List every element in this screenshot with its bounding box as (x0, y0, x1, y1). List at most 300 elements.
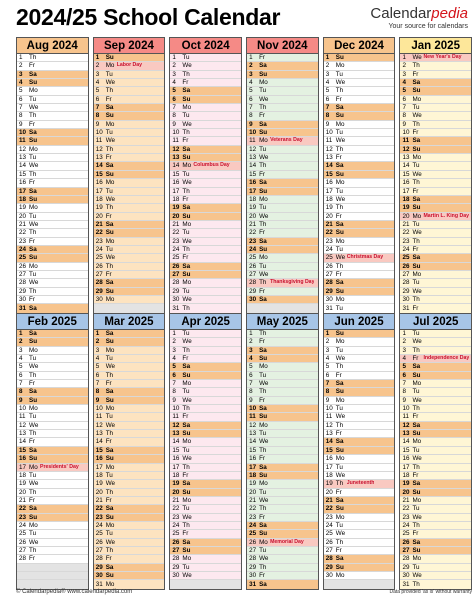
holiday-label: Presidents' Day (40, 463, 79, 470)
weekday-abbrev: Sa (412, 254, 421, 262)
weekday-abbrev: We (412, 112, 422, 120)
weekday-abbrev: Su (29, 396, 38, 404)
day-cell (324, 572, 395, 580)
weekday-abbrev: We (335, 195, 346, 203)
day-cell (17, 196, 88, 204)
day-number: 23 (172, 513, 180, 521)
day-number: 15 (19, 170, 27, 178)
day-number: 10 (19, 129, 27, 137)
weekday-abbrev: Sa (335, 496, 344, 504)
day-cell (324, 447, 395, 455)
day-cell (400, 413, 471, 421)
weekday-abbrev: We (29, 104, 39, 112)
weekday-abbrev: Mo (259, 254, 268, 262)
day-number: 21 (172, 220, 180, 228)
day-number: 27 (402, 546, 410, 554)
weekday-abbrev: Mo (335, 237, 345, 245)
day-number: 12 (249, 421, 257, 429)
day-cell (400, 229, 471, 237)
weekday-abbrev: Tu (412, 330, 420, 337)
day-cell (94, 505, 165, 513)
weekday-abbrev: Mo (105, 346, 115, 354)
day-number: 12 (402, 421, 410, 429)
day-number: 10 (249, 405, 257, 413)
day-number: 19 (325, 204, 333, 212)
day-cell (400, 154, 471, 162)
day-number: 29 (95, 287, 103, 295)
day-cell (170, 405, 241, 413)
day-number: 11 (249, 413, 256, 421)
day-cell (17, 397, 88, 405)
weekday-abbrev: Fr (182, 413, 189, 421)
day-cell (17, 221, 88, 229)
weekday-abbrev: We (29, 363, 39, 371)
day-number: 8 (95, 388, 100, 396)
day-number: 14 (19, 438, 27, 446)
day-cell (17, 296, 88, 304)
day-cell (400, 564, 471, 572)
weekday-abbrev: Fr (182, 530, 189, 538)
day-cell (247, 79, 318, 87)
weekday-abbrev: Su (182, 430, 191, 438)
day-cell (324, 96, 395, 104)
day-cell (400, 355, 471, 363)
weekday-abbrev: Mo (412, 555, 422, 563)
weekday-abbrev: Th (335, 87, 344, 95)
day-cell (17, 204, 88, 212)
day-number: 24 (402, 245, 410, 253)
day-number: 18 (402, 195, 410, 203)
day-cell (170, 355, 241, 363)
weekday-abbrev: Fr (29, 496, 35, 504)
day-number: 2 (172, 338, 176, 346)
day-number: 25 (249, 530, 257, 538)
day-cell (247, 154, 318, 162)
weekday-abbrev: Tu (259, 430, 267, 438)
day-cell (400, 489, 471, 497)
day-number: 23 (19, 237, 27, 245)
weekday-abbrev: We (335, 530, 346, 538)
day-cell (17, 104, 88, 112)
holiday-label: New Year's Day (423, 54, 462, 60)
day-number: 8 (172, 112, 176, 120)
day-number: 17 (19, 463, 27, 471)
month-column (399, 313, 472, 590)
weekday-abbrev: Su (335, 505, 344, 513)
weekday-abbrev: Fr (412, 355, 419, 363)
weekday-abbrev: Su (412, 430, 421, 438)
weekday-abbrev: Fr (412, 129, 419, 137)
day-cell (247, 112, 318, 120)
weekday-abbrev: Su (105, 54, 114, 61)
day-cell (400, 129, 471, 137)
weekday-abbrev: Su (335, 170, 344, 178)
weekday-abbrev: We (259, 555, 269, 563)
month-column (16, 37, 89, 314)
day-number: 2 (95, 338, 100, 346)
day-number: 10 (325, 405, 333, 413)
day-cell (247, 104, 318, 112)
day-number: 30 (95, 571, 103, 579)
day-number: 14 (95, 438, 103, 446)
day-number: 1 (172, 54, 176, 61)
weekday-abbrev: Th (29, 170, 37, 178)
page-header (0, 0, 474, 36)
weekday-abbrev: Fr (105, 380, 112, 388)
day-cell (247, 121, 318, 129)
day-cell (324, 564, 395, 572)
day-number: 13 (402, 154, 410, 162)
month-column (246, 37, 319, 314)
day-cell (324, 472, 395, 480)
day-cell (94, 464, 165, 472)
weekday-abbrev: Sa (412, 480, 421, 488)
weekday-abbrev: Tu (259, 145, 267, 153)
day-cell (400, 497, 471, 505)
weekday-abbrev: Sa (335, 555, 344, 563)
day-number: 2 (19, 62, 23, 70)
weekday-abbrev: Mo (29, 405, 38, 413)
day-cell (17, 530, 88, 538)
weekday-abbrev: Fr (29, 438, 35, 446)
day-number: 26 (172, 262, 180, 270)
day-cell (400, 79, 471, 87)
day-cell (170, 229, 241, 237)
day-number: 23 (249, 513, 257, 521)
day-number: 20 (325, 488, 333, 496)
day-number: 5 (19, 363, 23, 371)
day-cell (170, 238, 241, 246)
day-number: 1 (95, 54, 100, 61)
weekday-abbrev: Th (259, 330, 267, 337)
weekday-abbrev: Tu (182, 54, 190, 61)
holiday-label: Christmas Day (346, 254, 384, 261)
day-cell (400, 87, 471, 95)
weekday-abbrev: We (182, 338, 192, 346)
day-cell (247, 271, 318, 279)
day-number: 3 (249, 70, 253, 78)
day-number: 11 (402, 413, 409, 421)
day-number: 16 (402, 455, 410, 463)
weekday-abbrev: Sa (335, 104, 344, 112)
day-number: 14 (249, 162, 257, 170)
day-cell (400, 405, 471, 413)
weekday-abbrev: We (29, 220, 39, 228)
day-number: 12 (325, 145, 333, 153)
day-cell (247, 555, 318, 563)
day-cell (400, 188, 471, 196)
day-number: 16 (95, 179, 103, 187)
day-cell (247, 580, 318, 588)
day-cell (400, 196, 471, 204)
weekday-abbrev: Fr (29, 380, 35, 388)
day-cell (170, 279, 241, 287)
weekday-abbrev: Mo (182, 279, 192, 287)
day-number: 29 (19, 287, 27, 295)
day-cell (247, 279, 318, 287)
day-number: 12 (95, 145, 103, 153)
day-number: 14 (249, 438, 257, 446)
day-number: 4 (19, 355, 23, 363)
day-number: 3 (325, 70, 330, 78)
day-cell (94, 121, 165, 129)
day-number: 15 (19, 446, 27, 454)
day-cell (94, 288, 165, 296)
day-cell (170, 263, 241, 271)
day-number: 30 (172, 295, 180, 303)
weekday-abbrev: Fr (259, 338, 266, 346)
weekday-abbrev: Su (335, 563, 344, 571)
day-cell (247, 547, 318, 555)
day-number: 1 (19, 54, 23, 61)
day-number: 11 (19, 137, 26, 145)
weekday-abbrev: Su (105, 287, 114, 295)
weekday-abbrev: We (182, 455, 192, 463)
weekday-abbrev: Mo (105, 521, 115, 529)
weekday-abbrev: Sa (335, 380, 344, 388)
day-cell (170, 480, 241, 488)
day-number: 27 (172, 546, 180, 554)
weekday-abbrev: Tu (335, 245, 343, 253)
day-cell (247, 522, 318, 530)
weekday-abbrev: We (412, 571, 422, 579)
day-number: 31 (402, 304, 410, 312)
day-cell (247, 438, 318, 446)
day-number: 26 (402, 538, 410, 546)
day-cell (17, 464, 88, 472)
weekday-abbrev: Sa (29, 187, 37, 195)
day-cell (324, 555, 395, 563)
day-number: 3 (402, 70, 406, 78)
day-number: 21 (325, 496, 333, 504)
day-number: 16 (402, 179, 410, 187)
day-number: 6 (95, 371, 100, 379)
weekday-abbrev: Th (259, 279, 267, 287)
day-cell (324, 388, 395, 396)
day-number: 10 (19, 405, 27, 413)
day-cell (247, 480, 318, 488)
weekday-abbrev: Tu (259, 87, 267, 95)
day-cell (247, 288, 318, 296)
day-cell (247, 246, 318, 254)
day-cell (324, 338, 395, 346)
day-number: 29 (402, 563, 410, 571)
day-cell (400, 422, 471, 430)
weekday-abbrev: Fr (29, 555, 35, 563)
day-cell (324, 288, 395, 296)
day-number: 10 (172, 405, 180, 413)
holiday-label: Labor Day (116, 62, 143, 69)
weekday-abbrev: Sa (412, 195, 421, 203)
weekday-abbrev: Sa (29, 330, 37, 337)
weekday-abbrev: We (182, 120, 192, 128)
day-cell (247, 196, 318, 204)
day-cell (94, 372, 165, 380)
day-cell (170, 530, 241, 538)
day-number: 1 (402, 330, 406, 337)
weekday-abbrev: Mo (412, 380, 422, 388)
day-cell (17, 388, 88, 396)
day-number: 3 (249, 346, 253, 354)
day-number: 29 (249, 563, 257, 571)
day-number: 5 (19, 87, 23, 95)
weekday-abbrev: Su (105, 112, 114, 120)
day-cell (170, 539, 241, 547)
day-number: 25 (95, 254, 103, 262)
day-number: 15 (249, 446, 257, 454)
day-cell (170, 54, 241, 62)
day-cell (247, 71, 318, 79)
day-cell (170, 522, 241, 530)
day-cell (324, 229, 395, 237)
day-number: 30 (19, 295, 27, 303)
weekday-abbrev: Su (105, 571, 114, 579)
day-number: 10 (402, 129, 410, 137)
day-number: 16 (325, 455, 333, 463)
day-number: 7 (95, 104, 100, 112)
weekday-abbrev: We (412, 455, 422, 463)
day-number: 19 (402, 480, 410, 488)
day-number: 29 (172, 563, 180, 571)
weekday-abbrev: Tu (182, 229, 190, 237)
day-cell (94, 363, 165, 371)
weekday-abbrev: Fr (29, 62, 35, 70)
day-number: 5 (249, 87, 253, 95)
day-number: 6 (249, 371, 253, 379)
day-number: 18 (402, 471, 410, 479)
day-number: 22 (19, 229, 27, 237)
day-number: 8 (19, 112, 23, 120)
weekday-abbrev: Th (412, 237, 420, 245)
day-number: 16 (249, 179, 257, 187)
weekday-abbrev: We (259, 270, 269, 278)
day-cell (170, 547, 241, 555)
weekday-abbrev: Fr (335, 546, 342, 554)
month-header: Jul 2025 (399, 313, 472, 329)
day-number: 17 (172, 463, 180, 471)
weekday-abbrev: Fr (105, 438, 112, 446)
day-cell (324, 380, 395, 388)
day-cell (94, 347, 165, 355)
day-number: 12 (172, 421, 180, 429)
day-number: 14 (325, 438, 333, 446)
weekday-abbrev: Tu (29, 530, 37, 538)
day-number: 12 (249, 145, 257, 153)
day-cell (170, 121, 241, 129)
day-number: 17 (325, 187, 333, 195)
day-number: 5 (172, 363, 176, 371)
day-cell (17, 355, 88, 363)
month-column (323, 313, 396, 590)
holiday-label: Veterans Day (270, 137, 303, 144)
weekday-abbrev: Sa (105, 388, 114, 396)
day-number: 9 (95, 120, 100, 128)
weekday-abbrev: Tu (412, 563, 420, 571)
weekday-abbrev: Tu (259, 371, 267, 379)
day-number: 1 (325, 54, 330, 61)
month-header: Apr 2025 (169, 313, 242, 329)
day-cell (17, 121, 88, 129)
day-number: 16 (172, 179, 180, 187)
day-cell (400, 71, 471, 79)
day-cell (94, 380, 165, 388)
weekday-abbrev: Su (105, 170, 114, 178)
day-number: 30 (95, 295, 103, 303)
day-cell (400, 54, 471, 62)
weekday-abbrev: Mo (182, 162, 192, 170)
weekday-abbrev: Mo (259, 421, 268, 429)
day-number: 10 (172, 129, 180, 137)
day-cell (247, 263, 318, 271)
weekday-abbrev: Tu (29, 355, 37, 363)
day-cell (17, 372, 88, 380)
day-number: 7 (172, 104, 176, 112)
day-cell (17, 137, 88, 145)
day-cell (94, 530, 165, 538)
day-number: 25 (95, 530, 103, 538)
weekday-abbrev: Su (259, 70, 268, 78)
month-column (93, 313, 166, 590)
weekday-abbrev: Su (259, 187, 268, 195)
weekday-abbrev: Tu (105, 471, 113, 479)
weekday-abbrev: Mo (335, 179, 345, 187)
weekday-abbrev: Th (29, 430, 37, 438)
day-number: 30 (325, 571, 333, 579)
day-cell (400, 121, 471, 129)
day-cell (324, 430, 395, 438)
weekday-abbrev: Fr (259, 513, 266, 521)
day-number: 25 (172, 254, 180, 262)
day-cell (17, 547, 88, 555)
day-number: 28 (95, 279, 103, 287)
day-cell (17, 54, 88, 62)
day-cell (170, 472, 241, 480)
weekday-abbrev: Su (182, 546, 191, 554)
weekday-abbrev: Mo (335, 62, 345, 70)
weekday-abbrev: Th (335, 145, 344, 153)
weekday-abbrev: Su (29, 455, 38, 463)
weekday-abbrev: We (259, 438, 269, 446)
day-cell (94, 338, 165, 346)
weekday-abbrev: Su (412, 87, 421, 95)
weekday-abbrev: Th (335, 538, 344, 546)
day-cell (247, 162, 318, 170)
day-cell (17, 455, 88, 463)
weekday-abbrev: Sa (105, 104, 114, 112)
weekday-abbrev: We (29, 538, 39, 546)
month-column (323, 37, 396, 314)
weekday-abbrev: Sa (259, 179, 267, 187)
weekday-abbrev: Th (182, 129, 190, 137)
weekday-abbrev: Tu (335, 346, 343, 354)
day-cell (324, 514, 395, 522)
weekday-abbrev: We (335, 254, 346, 262)
day-cell (324, 455, 395, 463)
day-number: 17 (95, 463, 103, 471)
day-number: 26 (172, 538, 180, 546)
month-header: Sep 2024 (93, 37, 166, 53)
day-cell (324, 497, 395, 505)
day-number: 13 (172, 154, 180, 162)
day-number: 18 (19, 195, 27, 203)
weekday-abbrev: Su (259, 245, 268, 253)
day-number: 3 (172, 70, 176, 78)
day-number: 24 (19, 521, 27, 529)
day-number: 1 (402, 54, 406, 61)
day-number: 13 (95, 430, 103, 438)
day-cell (94, 514, 165, 522)
weekday-abbrev: Fr (259, 229, 266, 237)
